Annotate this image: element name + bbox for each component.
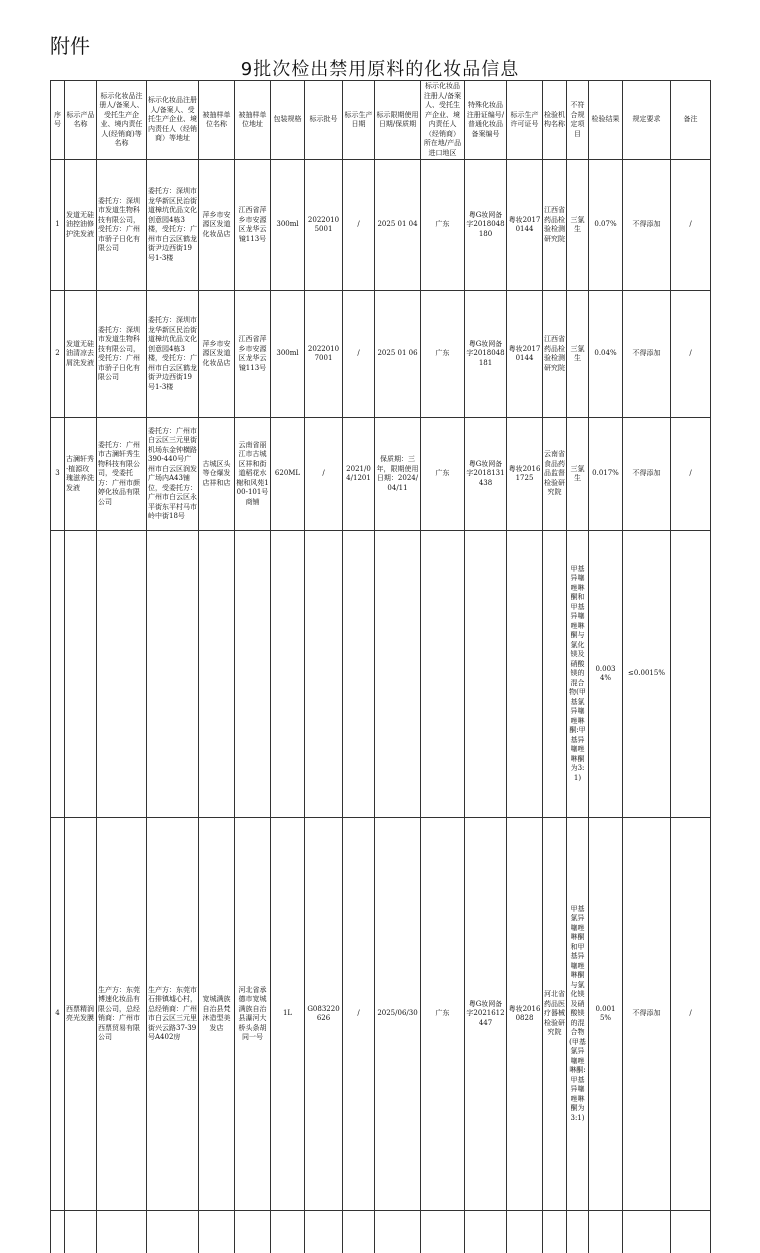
table-row [51,818,711,1211]
table-cell: 委托方：广州市古澜轩秀生物科技有限公司，受委托方：广州市颜婷化妆品有限公司 [97,418,147,531]
table-cell: 0.017% [589,418,623,531]
table-cell [343,531,375,818]
table-cell: 萍乡市安源区发道化妆品店 [199,291,235,418]
table-cell: 2021/04/1201 [343,418,375,531]
table-cell: 4 [51,818,65,1211]
table-row [51,1211,711,1253]
table-cell: 江西省药品检验检测研究院 [543,160,567,291]
table-header-row [51,81,711,160]
table-cell: 生产方：东莞市石排镇墟心村，总经销商：广州市白云区三元里街兴云路37-39号A402房 [147,818,199,1211]
table-cell: / [343,818,375,1211]
table-cell [235,531,271,818]
table-cell [51,1211,65,1253]
table-cell: 宽城满族自治县梵沐造型美发店 [199,818,235,1211]
table-cell: 3 [51,418,65,531]
column-header: 规定要求 [623,81,671,160]
table-cell: 0.0015% [589,818,623,1211]
page-title: 9批次检出禁用原料的化妆品信息 [0,55,760,81]
table-cell: 1 [51,160,65,291]
table-cell [343,1211,375,1253]
table-cell [147,1211,199,1253]
table-cell [65,1211,97,1253]
table-cell: 0.04% [589,291,623,418]
table-cell [375,531,421,818]
table-row [51,418,711,531]
table-cell: 1L [271,818,305,1211]
table-cell: 粤妆20170144 [507,160,543,291]
table-cell: / [343,160,375,291]
table-cell: 不得添加 [623,418,671,531]
column-header: 标示批号 [305,81,343,160]
table-cell [65,531,97,818]
table-cell: 粤妆20161725 [507,418,543,531]
table-cell: 广东 [421,818,465,1211]
table-cell [305,1211,343,1253]
table-cell: 三氯生 [567,418,589,531]
column-header: 被抽样单位地址 [235,81,271,160]
table-cell: 江西省萍乡市安源区龙华云镜113号 [235,160,271,291]
table-row [51,531,711,818]
table-cell [271,1211,305,1253]
table-cell [567,1211,589,1253]
table-cell [671,531,711,818]
table-cell: 广东 [421,160,465,291]
table-cell: ≤0.0015% [623,531,671,818]
table-cell [623,1211,671,1253]
table-cell: / [343,291,375,418]
table-cell: G083220626 [305,818,343,1211]
table-cell: 甲基氯异噻唑啉酮和甲基异噻唑啉酮与氯化镁及硝酸镁的混合物(甲基氯异噻唑啉酮:甲基异噻唑啉酮为3:1) [567,818,589,1211]
table-row [51,291,711,418]
table-cell: 云南省食品药品监督检验研究院 [543,418,567,531]
table-cell [199,531,235,818]
table-cell: 江西省萍乡市安源区龙华云镜113号 [235,291,271,418]
table-cell [507,1211,543,1253]
table-cell: 西票精润亮光发膜 [65,818,97,1211]
table-cell: 2025 01 06 [375,291,421,418]
table-cell: 20220107001 [305,291,343,418]
table-cell [147,531,199,818]
table-cell: / [671,160,711,291]
table-cell: 粤妆20160828 [507,818,543,1211]
table-row [51,160,711,291]
table-cell: 委托方：深圳市龙华新区民治街道樟坑优品文化创意园4栋3楼，受托方：广州市白云区鹤龙街尹边西街19号1-3楼 [147,160,199,291]
table-cell: / [305,418,343,531]
table-cell: 发道无硅油清凉去屑洗发液 [65,291,97,418]
column-header: 不符合规定项目 [567,81,589,160]
column-header: 标示化妆品注册人/备案人、受托生产企业、境内责任人（经销商）等地址 [147,81,199,160]
table-cell: 300ml [271,160,305,291]
table-cell [51,531,65,818]
table-cell: 粤G妆网备字2021612447 [465,818,507,1211]
table-cell: / [671,818,711,1211]
column-header: 包装规格 [271,81,305,160]
table-cell [507,531,543,818]
attachment-label: 附件 [50,30,90,59]
table-cell [421,531,465,818]
table-cell: 发道无硅油控油修护洗发液 [65,160,97,291]
table-cell: / [671,291,711,418]
column-header: 备注 [671,81,711,160]
table-cell: 0.0034% [589,531,623,818]
table-cell: 萍乡市安源区发道化妆品店 [199,160,235,291]
table-cell: 古城区头等仓爆发店祥和店 [199,418,235,531]
table-cell: 甲基异噻唑啉酮和甲基异噻唑啉酮与氯化镁及硝酸镁的混合物(甲基氯异噻唑啉酮:甲基异噻唑啉酮为3:1) [567,531,589,818]
table-cell: 保质期：三年，限期使用日期：2024/04/11 [375,418,421,531]
table-cell: 委托方：深圳市发道生物科技有限公司，受托方：广州市骄子日化有限公司 [97,291,147,418]
table-cell [543,531,567,818]
table-cell: 委托方：深圳市发道生物科技有限公司，受托方：广州市骄子日化有限公司 [97,160,147,291]
table-cell: 生产方：东莞博速化妆品有限公司，总经销商：广州市西票贸易有限公司 [97,818,147,1211]
column-header: 被抽样单位名称 [199,81,235,160]
table-cell: 三氯生 [567,291,589,418]
table-cell: 云南省丽江市古城区祥和街道稻花水榭和风苑100-101号商铺 [235,418,271,531]
column-header: 标示化妆品注册人/备案人、受托生产企业、境内责任人（经销商）所在地/产品进口地区 [421,81,465,160]
table-cell: 300ml [271,291,305,418]
table-cell: 河北省药品医疗器械检验研究院 [543,818,567,1211]
table-cell: 620ML [271,418,305,531]
table-cell [305,531,343,818]
table-cell [235,1211,271,1253]
table-cell [465,1211,507,1253]
table-cell: 委托方：深圳市龙华新区民治街道樟坑优品文化创意园4栋3楼，受托方：广州市白云区鹤龙街尹边西街19号1-3楼 [147,291,199,418]
table-cell [271,531,305,818]
column-header: 标示限期使用日期/保质期 [375,81,421,160]
table-cell: 不得添加 [623,160,671,291]
table-cell: 粤妆20170144 [507,291,543,418]
table-cell: 2025 01 04 [375,160,421,291]
table-cell: 0.07% [589,160,623,291]
table-cell: 不得添加 [623,291,671,418]
table-cell: 粤G妆网备字2018131438 [465,418,507,531]
table-cell: 粤G妆网备字2018048181 [465,291,507,418]
column-header: 检验结果 [589,81,623,160]
table-cell: 河北省承德市宽城满族自治县瀑河大桥头条胡同一号 [235,818,271,1211]
table-cell: / [671,418,711,531]
column-header: 标示化妆品注册人/备案人、受托生产企业、境内责任人(经销商)等名称 [97,81,147,160]
column-header: 特殊化妆品注册证编号/普通化妆品备案编号 [465,81,507,160]
table-cell [421,1211,465,1253]
table-cell: 古澜轩秀·植源玫瑰滋养洗发液 [65,418,97,531]
table-cell: 2025/06/30 [375,818,421,1211]
table-cell [543,1211,567,1253]
table-cell: 江西省药品检验检测研究院 [543,291,567,418]
table-cell: 广东 [421,418,465,531]
table-cell: 粤G妆网备字2018048180 [465,160,507,291]
table-cell: 广东 [421,291,465,418]
table-cell: 不得添加 [623,818,671,1211]
table-cell: 20220105001 [305,160,343,291]
product-table [50,80,711,1253]
table-cell [97,1211,147,1253]
column-header: 标示生产日期 [343,81,375,160]
table-cell [589,1211,623,1253]
column-header: 标示产品名称 [65,81,97,160]
column-header: 序号 [51,81,65,160]
table-cell [465,531,507,818]
table-cell [97,531,147,818]
table-cell: 2 [51,291,65,418]
column-header: 标示生产许可证号 [507,81,543,160]
column-header: 检验机构名称 [543,81,567,160]
table-cell [671,1211,711,1253]
table-cell: 委托方：广州市白云区三元里街机场东金钟横路390-440号广州市白云区润发广场内A43铺位，受委托方：广州市白云区永平街东平村马市岭中街18号 [147,418,199,531]
table-cell [199,1211,235,1253]
table-cell [375,1211,421,1253]
table-cell: 三氯生 [567,160,589,291]
